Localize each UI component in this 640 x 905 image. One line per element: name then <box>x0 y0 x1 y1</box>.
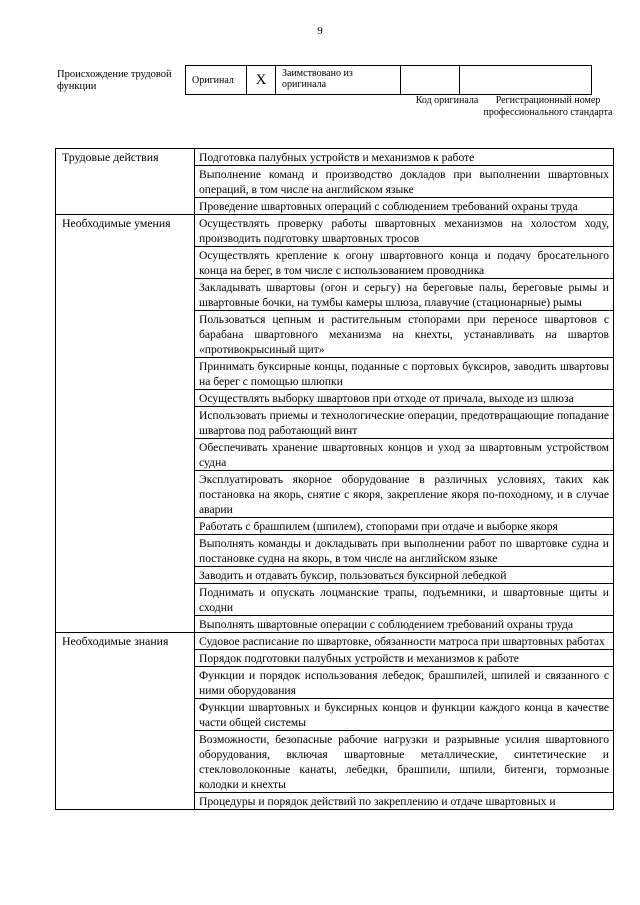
item-cell: Выполнение команд и производство докладов при выполнении швартовных операций, в том числе на английском языке <box>195 166 614 198</box>
item-cell: Закладывать швартовы (огон и серьгу) на береговые палы, береговые рымы и швартовные бочки, на тумбы камеры шлюза, плавучие (стационарные) рымы <box>195 279 614 311</box>
origin-table <box>185 65 592 95</box>
table-row <box>56 215 614 247</box>
original-code-cell <box>401 66 460 95</box>
borrowed-label: Заимствовано из оригинала <box>276 66 401 95</box>
item-cell: Использовать приемы и технологические операции, предотвращающие попадание швартова под работающий винт <box>195 407 614 439</box>
item-cell: Выполнять швартовные операции с соблюдением требований охраны труда <box>195 616 614 633</box>
table-row <box>56 633 614 650</box>
item-cell: Обеспечивать хранение швартовных концов и уход за швартовным устройством судна <box>195 439 614 471</box>
item-cell: Порядок подготовки палубных устройств и механизмов к работе <box>195 650 614 667</box>
item-cell: Выполнять команды и докладывать при выполнении работ по швартовке судна и постановке судна на якорь, в том числе на английском языке <box>195 535 614 567</box>
origin-label: Происхождение трудовой функции <box>57 69 172 92</box>
page-number: 9 <box>317 25 323 37</box>
item-cell: Подготовка палубных устройств и механизмов к работе <box>195 149 614 166</box>
item-cell: Осуществлять проверку работы швартовных механизмов на холостом ходу, производить подготовку швартовных тросов <box>195 215 614 247</box>
category-cell: Необходимые умения <box>56 215 195 633</box>
function-details-body <box>56 149 614 810</box>
item-cell: Судовое расписание по швартовке, обязанности матроса при швартовных работах <box>195 633 614 650</box>
code-caption: Код оригинала <box>415 95 479 106</box>
item-cell: Проведение швартовных операций с соблюдением требований охраны труда <box>195 198 614 215</box>
item-cell: Процедуры и порядок действий по закреплению и отдаче швартовных и <box>195 793 614 810</box>
registration-number-cell <box>460 66 592 95</box>
item-cell: Поднимать и опускать лоцманские трапы, подъемники, и швартовные щиты и сходни <box>195 584 614 616</box>
item-cell: Функции швартовных и буксирных концов и функции каждого конца в качестве части общей системы <box>195 699 614 731</box>
item-cell: Заводить и отдавать буксир, пользоваться буксирной лебедкой <box>195 567 614 584</box>
item-cell: Работать с брашпилем (шпилем), стопорами при отдаче и выборке якоря <box>195 518 614 535</box>
table-row <box>56 149 614 166</box>
item-cell: Принимать буксирные концы, поданные с портовых буксиров, заводить швартовы на берег с помощью шлюпки <box>195 358 614 390</box>
item-cell: Эксплуатировать якорное оборудование в различных условиях, таких как постановка на якорь, снятие с якоря, закрепление якоря по-походному, и в случае аварии <box>195 471 614 518</box>
item-cell: Осуществлять крепление к огону швартовного конца и подачу бросательного конца на берег, в том числе с использованием проводника <box>195 247 614 279</box>
item-cell: Возможности, безопасные рабочие нагрузки и разрывные усилия швартовного оборудования, включая швартовные металлические, синтетические и стекловолоконные канаты, лебедки, брашпили, шпили, битенги, тормозные колодки и кнехты <box>195 731 614 793</box>
registration-caption: Регистрационный номер профессионального стандарта <box>483 95 613 118</box>
category-cell: Необходимые знания <box>56 633 195 810</box>
item-cell: Пользоваться цепным и растительным стопорами при переносе швартовов с барабана швартовного механизма на кнехты, устанавливать на швартов «противокрысиный щит» <box>195 311 614 358</box>
category-cell: Трудовые действия <box>56 149 195 215</box>
item-cell: Функции и порядок использования лебедок, брашпилей, шпилей и связанного с ними оборудования <box>195 667 614 699</box>
original-label: Оригинал <box>186 66 247 95</box>
original-mark: X <box>247 66 276 95</box>
function-details-table <box>55 148 614 810</box>
item-cell: Осуществлять выборку швартовов при отходе от причала, выходе из шлюза <box>195 390 614 407</box>
